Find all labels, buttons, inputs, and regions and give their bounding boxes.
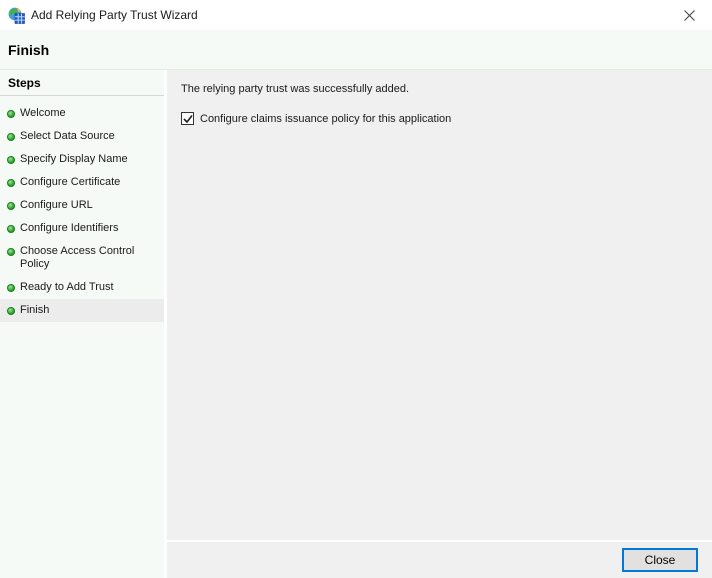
steps-sidebar xyxy=(0,70,164,578)
success-message: The relying party trust was successfully added. xyxy=(181,83,410,95)
main-panel xyxy=(167,70,712,578)
checkmark-icon xyxy=(183,114,193,124)
sidebar-step-ready-to-add-trust xyxy=(0,276,164,299)
step-label: Configure Identifiers xyxy=(20,222,119,234)
step-label: Configure Certificate xyxy=(20,176,121,188)
step-completed-bullet xyxy=(7,248,15,256)
step-completed-bullet xyxy=(7,133,15,141)
step-label: Welcome xyxy=(20,107,66,119)
window-close-button[interactable] xyxy=(667,0,712,30)
steps-heading: Steps xyxy=(0,74,164,96)
sidebar-step-configure-identifiers xyxy=(0,217,164,240)
claims-policy-checkbox-row[interactable] xyxy=(181,112,698,125)
sidebar-step-select-data-source xyxy=(0,125,164,148)
step-completed-bullet xyxy=(7,307,15,315)
step-label: Finish xyxy=(20,304,50,316)
step-label: Choose Access Control Policy xyxy=(20,245,135,270)
claims-policy-checkbox-label: Configure claims issuance policy for this application xyxy=(200,112,452,125)
title-bar xyxy=(0,0,712,30)
adfs-wizard-icon xyxy=(8,7,25,24)
step-label: Specify Display Name xyxy=(20,153,128,165)
button-bar xyxy=(167,542,712,578)
sidebar-step-configure-certificate xyxy=(0,171,164,194)
step-completed-bullet xyxy=(7,110,15,118)
sidebar-step-welcome xyxy=(0,102,164,125)
sidebar-step-choose-access-control-policy xyxy=(0,240,164,276)
sidebar-step-configure-url xyxy=(0,194,164,217)
dialog-body xyxy=(0,70,712,578)
step-completed-bullet xyxy=(7,284,15,292)
page-header xyxy=(0,30,712,70)
page-title: Finish xyxy=(8,41,50,58)
window-title: Add Relying Party Trust Wizard xyxy=(31,8,198,22)
steps-list xyxy=(0,102,164,322)
step-label: Select Data Source xyxy=(20,130,115,142)
step-completed-bullet xyxy=(7,225,15,233)
step-label: Ready to Add Trust xyxy=(20,281,114,293)
sidebar-step-specify-display-name xyxy=(0,148,164,171)
step-completed-bullet xyxy=(7,156,15,164)
finish-content xyxy=(167,70,712,540)
claims-policy-checkbox[interactable] xyxy=(181,112,194,125)
step-completed-bullet xyxy=(7,179,15,187)
close-button[interactable]: Close xyxy=(622,548,698,572)
close-icon xyxy=(684,10,695,21)
sidebar-step-finish xyxy=(0,299,164,322)
step-completed-bullet xyxy=(7,202,15,210)
step-label: Configure URL xyxy=(20,199,93,211)
